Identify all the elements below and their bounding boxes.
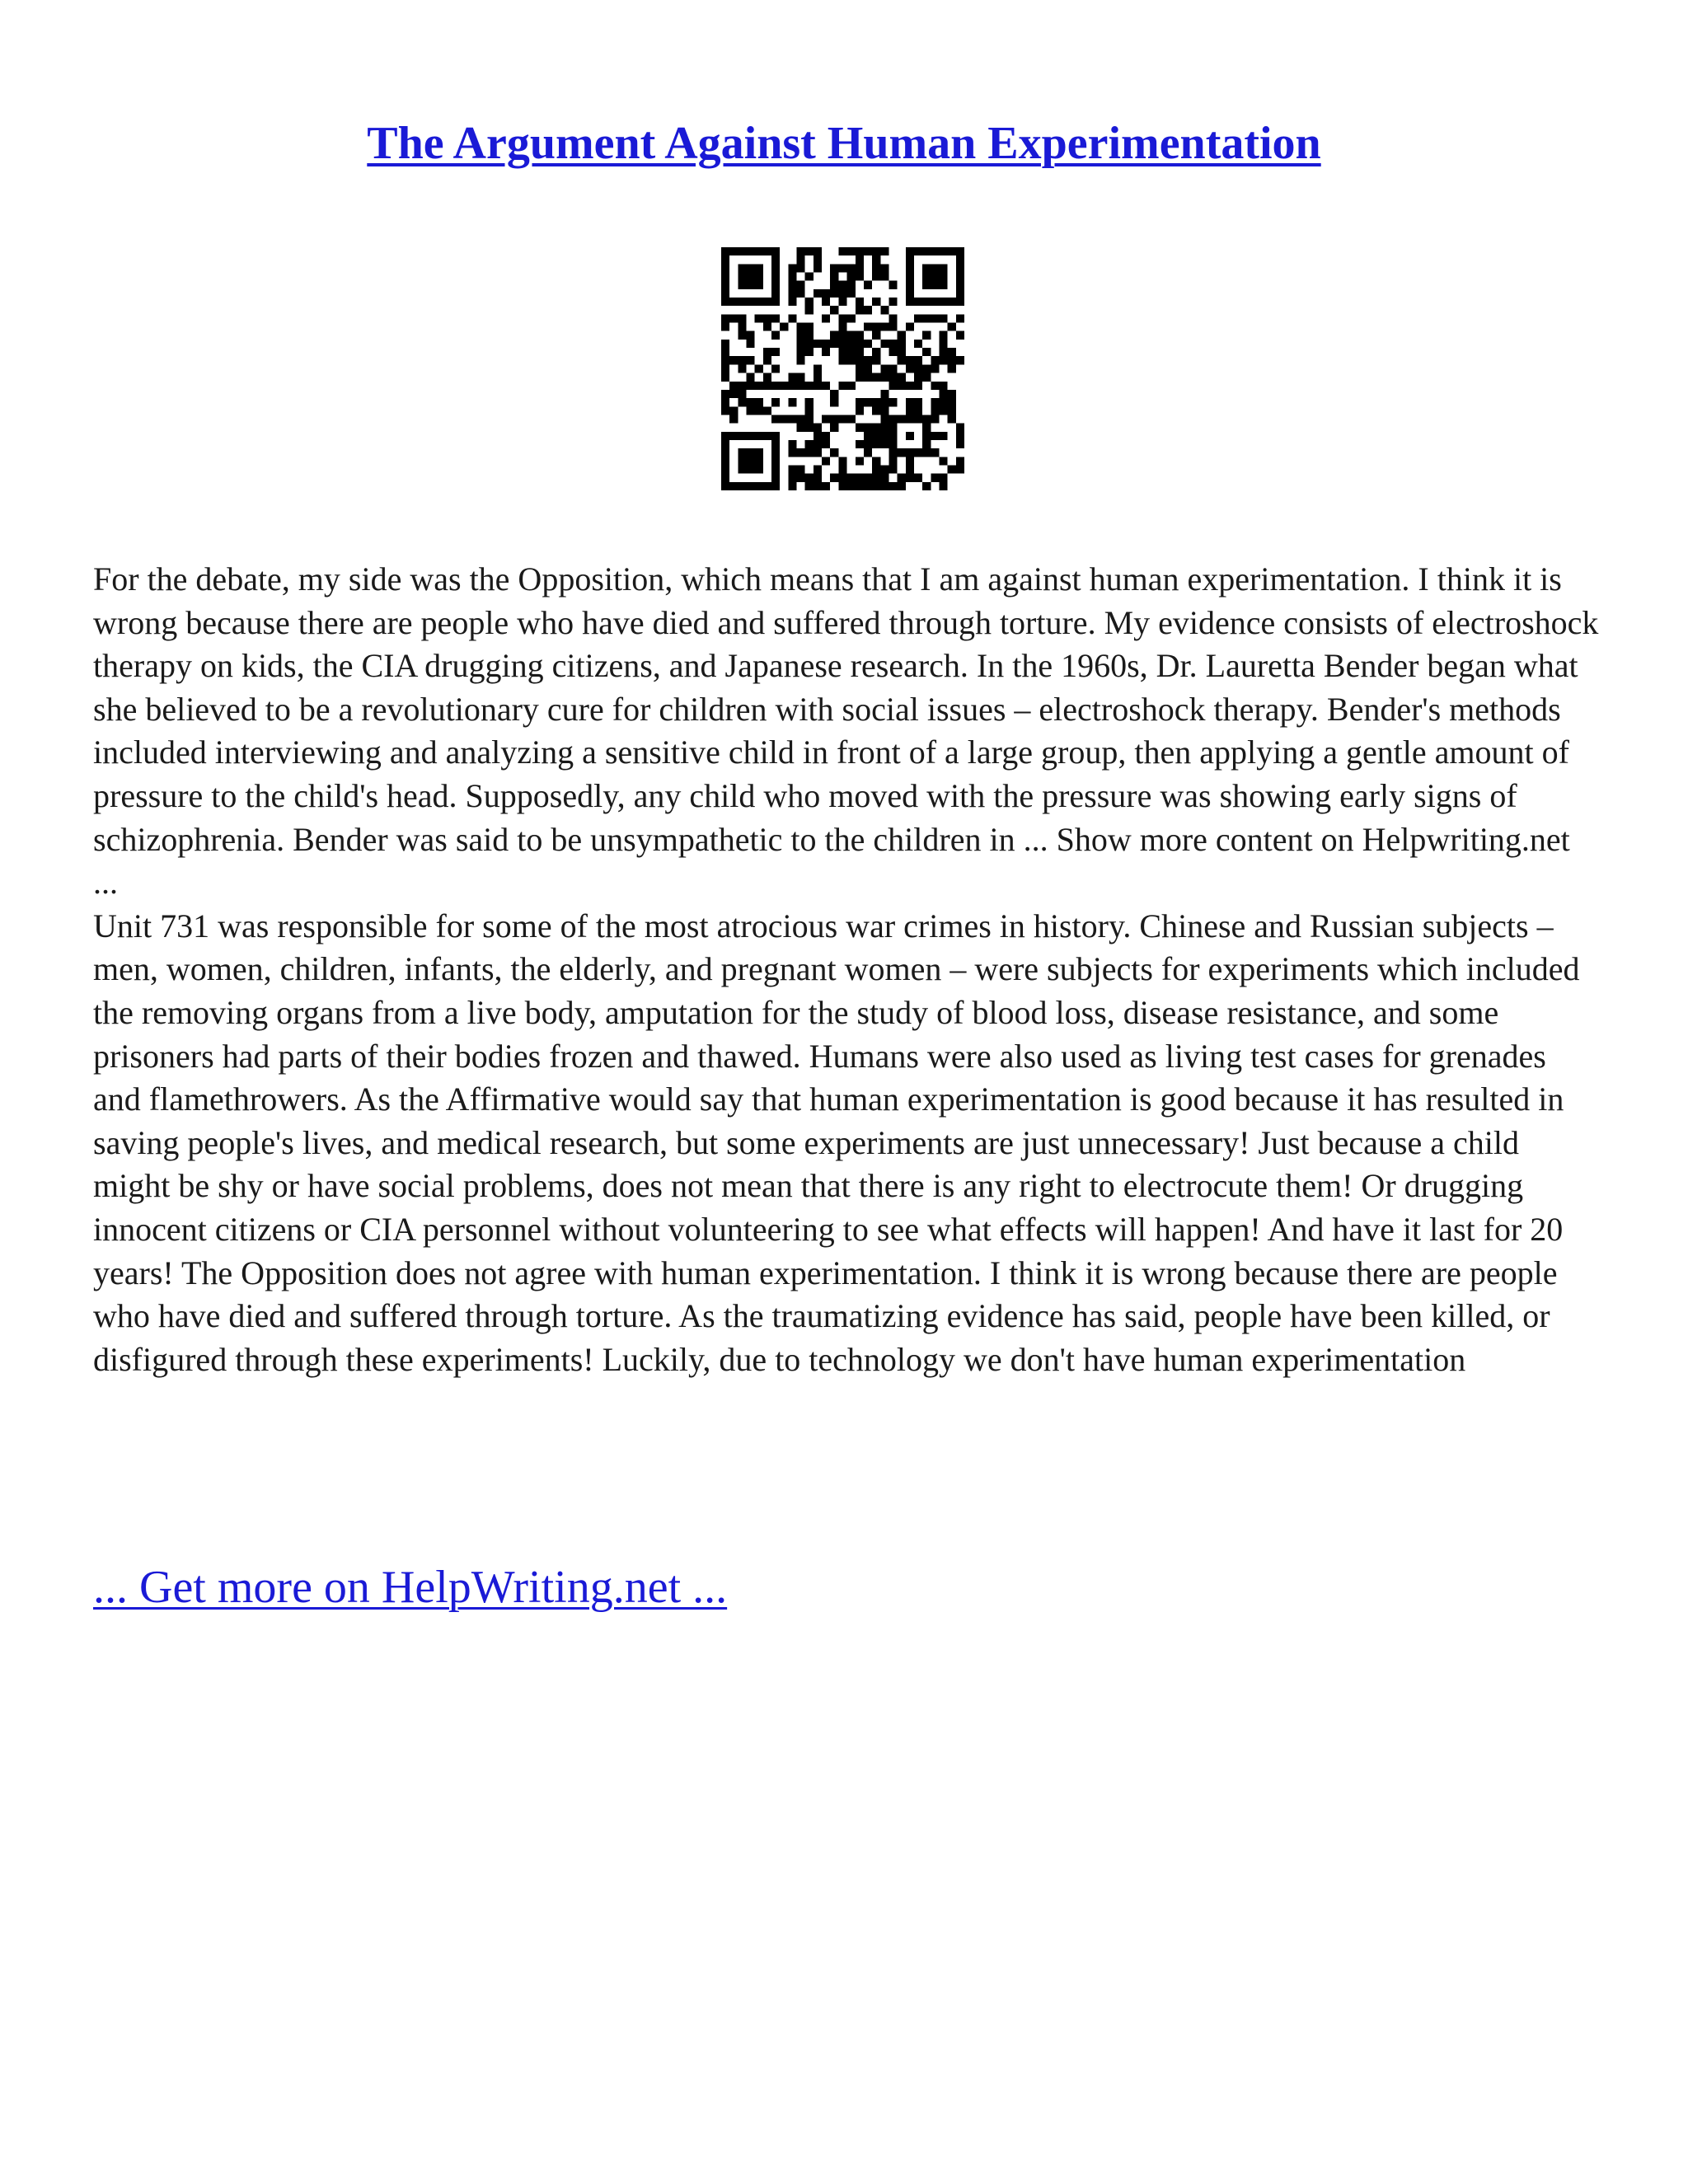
paragraph-2: Unit 731 was responsible for some of the most atrocious war crimes in history. Chinese and Russian subjects – men, women, children, infants, the elderly, and pregnant women – were subjects for experiments which included the removing organs from a live body, amputation for the study of blood loss, disease resistance, and some prisoners had parts of their bodies frozen and thawed. Humans were also used as living test cases for grenades and flamethrowers. As the Affirmative would say that human experimentation is good because it has resulted in saving people's lives, and medical research, but some experiments are just unnecessary! Just because a child might be shy or have social problems, does not mean that there is any right to electrocute them! Or drugging innocent citizens or CIA personnel without volunteering to see what effects will happen! And have it last for 20 years! The Opposition does not agree with human experimentation. I think it is wrong because there are people who have died and suffered through torture. As the traumatizing evidence has said, people have been killed, or disfigured through these experiments! Luckily, due to technology we don't have human experimentation bbox=[93, 907, 1580, 1378]
document-body bbox=[93, 558, 1601, 1381]
paragraph-1: For the debate, my side was the Opposition, which means that I am against human experimentation. I think it is wrong because there are people who have died and suffered through torture. My evidence consists of electroshock therapy on kids, the CIA drugging citizens, and Japanese research. In the 1960s, Dr. Lauretta Bender began what she believed to be a revolutionary cure for children with social issues – electroshock therapy. Bender's methods included interviewing and analyzing a sensitive child in front of a large group, then applying a gentle amount of pressure to the child's head. Supposedly, any child who moved with the pressure was showing early signs of schizophrenia. Bender was said to be unsympathetic to the children in ... Show more content on Helpwriting.net ... bbox=[93, 560, 1599, 902]
get-more-link[interactable]: ... Get more on HelpWriting.net ... bbox=[93, 1562, 728, 1613]
qr-code-icon bbox=[721, 247, 964, 490]
document-title-link[interactable]: The Argument Against Human Experimentation bbox=[367, 118, 1321, 169]
title-container bbox=[0, 115, 1688, 171]
